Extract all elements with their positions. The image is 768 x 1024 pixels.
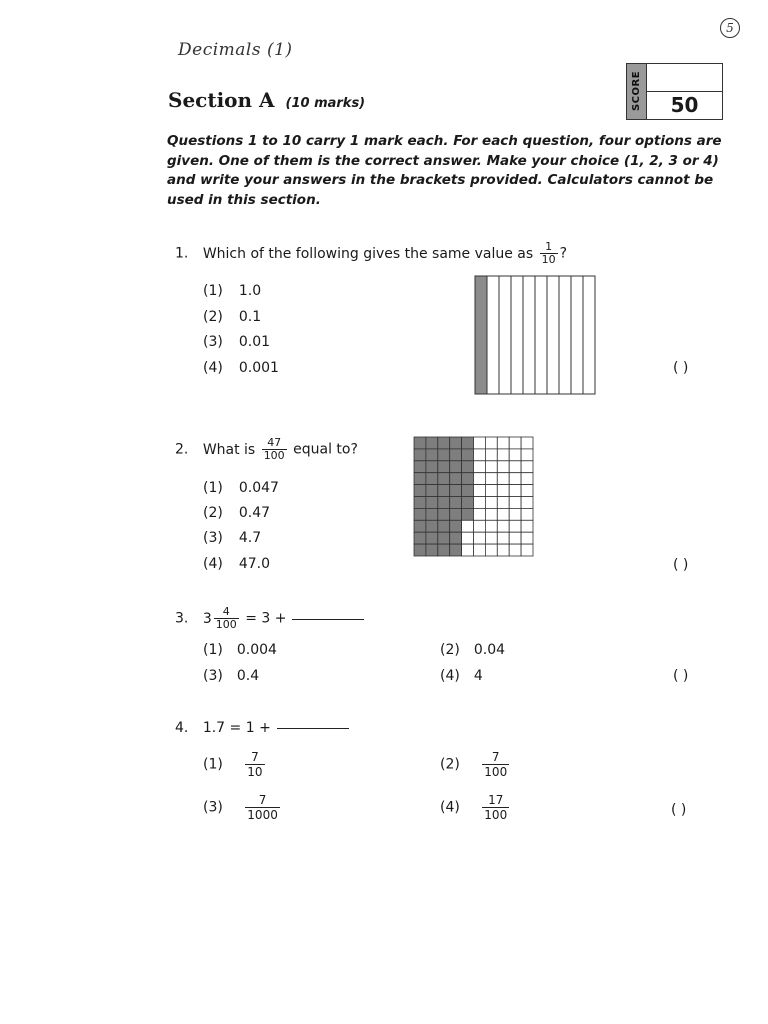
tenths-strip-figure [474,275,596,395]
shaded-cell [426,449,438,461]
question-number: 4. [175,720,189,736]
strip [535,276,547,394]
grid-cell [497,508,509,520]
grid-cell [485,497,497,509]
instructions: Questions 1 to 10 carry 1 mark each. For each question, four options are given. One of them is the correct answer. Make your choice (1, 2, 3 or 4) and write your answers in the brackets provided. Calculators cannot be used in this section. [167,133,722,208]
grid-cell [521,520,533,532]
grid-cell [474,449,486,461]
answer-blank [277,728,349,729]
option-value: 0.47 [238,505,271,521]
fraction-numerator: 1 [545,240,553,253]
shaded-cell [426,532,438,544]
question-text: Which of the following gives the same value as [202,245,534,262]
shaded-cell [450,485,462,497]
shaded-cell [414,485,426,497]
shaded-cell [426,544,438,556]
fraction-denominator: 100 [215,618,237,631]
option-label: (1) [203,283,223,299]
question-4 [175,720,349,736]
strip [523,276,535,394]
strip [499,276,511,394]
option-2 [440,642,505,658]
question-text: 1.7 = 1 + [202,720,271,736]
shaded-cell [450,497,462,509]
fraction-numerator: 4 [222,605,230,618]
fraction-denominator: 1000 [247,808,278,822]
question-2 [175,437,358,462]
fraction-numerator: 47 [267,436,282,449]
shaded-cell [438,508,450,520]
shaded-cell [426,473,438,485]
grid-cell [497,497,509,509]
option-label: (2) [440,642,460,658]
shaded-cell [462,473,474,485]
grid-cell [474,508,486,520]
answer-bracket-4[interactable]: ( ) [671,802,687,818]
option-value: 1.0 [238,283,262,299]
option-value: 0.01 [238,334,271,350]
shaded-cell [426,437,438,449]
shaded-cell [438,520,450,532]
option-4 [440,793,511,822]
question-fraction [214,606,239,631]
shaded-cell [462,508,474,520]
option-label: (1) [203,756,223,773]
grid-cell [462,520,474,532]
option-label: (1) [203,480,223,496]
shaded-cell [462,449,474,461]
shaded-cell [438,473,450,485]
grid-cell [485,461,497,473]
grid-cell [485,520,497,532]
shaded-cell [438,532,450,544]
grid-cell [509,532,521,544]
option-value: 0.1 [238,309,262,325]
fraction-denominator: 100 [263,449,285,462]
grid-cell [497,544,509,556]
grid-cell [474,532,486,544]
grid-cell [509,449,521,461]
option-2 [203,309,261,325]
option-fraction [245,750,264,779]
option-label: (2) [203,505,223,521]
score-value: 50 [670,93,699,117]
answer-blank [292,619,364,620]
option-label: (3) [203,668,223,684]
option-fraction [245,793,280,822]
grid-cell [509,520,521,532]
option-value: 47.0 [238,556,271,572]
section-title [168,88,365,112]
shaded-cell [414,473,426,485]
grid-cell [521,473,533,485]
fraction-numerator: 7 [491,750,500,764]
option-4 [203,556,270,572]
option-value: 0.4 [236,668,260,684]
topic-title: Decimals (1) [178,40,293,60]
shaded-cell [450,473,462,485]
grid-cell [497,449,509,461]
fraction-denominator: 100 [484,808,508,822]
shaded-cell [462,485,474,497]
grid-cell [521,544,533,556]
section-name: Section A [168,88,275,112]
shaded-cell [414,437,426,449]
question-3 [175,606,364,631]
shaded-strip [475,276,487,394]
grid-cell [485,473,497,485]
shaded-cell [438,485,450,497]
shaded-cell [450,532,462,544]
question-text-end: ? [559,245,568,262]
option-1 [203,642,277,658]
question-number: 3. [175,610,189,627]
option-label: (3) [203,530,223,546]
option-1 [203,750,267,779]
answer-bracket-2[interactable]: ( ) [673,557,689,573]
answer-bracket-3[interactable]: ( ) [673,668,689,684]
option-value: 0.04 [473,642,506,658]
question-number: 1. [175,245,189,262]
grid-cell [474,497,486,509]
shaded-cell [438,461,450,473]
grid-cell [497,437,509,449]
fraction-denominator: 100 [484,765,508,779]
option-3 [203,530,261,546]
grid-cell [509,437,521,449]
shaded-cell [450,437,462,449]
grid-cell [485,437,497,449]
option-label: (3) [203,799,223,816]
mixed-whole: 3 [202,610,212,627]
shaded-cell [462,497,474,509]
grid-cell [509,485,521,497]
strip [583,276,595,394]
answer-bracket-1[interactable]: ( ) [673,360,689,376]
fraction-numerator: 7 [251,750,259,764]
grid-cell [497,532,509,544]
shaded-cell [426,508,438,520]
shaded-cell [414,508,426,520]
shaded-cell [426,485,438,497]
shaded-cell [426,461,438,473]
strip [571,276,583,394]
option-value: 4.7 [238,530,262,546]
question-number: 2. [175,441,189,458]
grid-cell [521,532,533,544]
shaded-cell [438,544,450,556]
grid-cell [497,461,509,473]
option-fraction [482,750,509,779]
shaded-cell [414,461,426,473]
score-strip [627,64,647,119]
option-3 [203,793,282,822]
option-value: 0.047 [238,480,279,496]
grid-cell [497,473,509,485]
fraction-denominator: 10 [541,253,556,266]
grid-cell [497,485,509,497]
shaded-cell [450,508,462,520]
shaded-cell [414,544,426,556]
hundred-grid-figure [413,436,534,557]
question-fraction [540,241,558,266]
strip [559,276,571,394]
option-value: 0.004 [236,642,277,658]
option-label: (2) [440,756,460,773]
shaded-cell [426,497,438,509]
option-2 [440,750,511,779]
option-label: (4) [440,668,460,684]
grid-cell [485,485,497,497]
grid-cell [497,520,509,532]
grid-cell [462,532,474,544]
question-1 [175,241,567,266]
shaded-cell [438,437,450,449]
score-box [626,63,723,120]
option-3 [203,668,259,684]
grid-cell [509,473,521,485]
option-label: (3) [203,334,223,350]
option-label: (4) [203,556,223,572]
question-text-end: equal to? [293,441,358,458]
shaded-cell [414,449,426,461]
grid-cell [474,520,486,532]
option-fraction [482,793,509,822]
strip [487,276,499,394]
shaded-cell [462,437,474,449]
option-3 [203,334,270,350]
score-label: SCORE [631,70,642,112]
page-number: 5 [720,18,740,38]
grid-cell [521,449,533,461]
shaded-cell [414,520,426,532]
fraction-numerator: 17 [488,793,504,807]
fraction-denominator: 10 [247,765,263,779]
grid-cell [509,497,521,509]
section-marks: (10 marks) [285,96,366,111]
grid-cell [485,532,497,544]
grid-cell [474,473,486,485]
option-4 [203,360,279,376]
option-value: 0.001 [238,360,279,376]
question-fraction [262,437,287,462]
option-2 [203,505,270,521]
question-text-end: = 3 + [245,610,287,627]
grid-cell [474,544,486,556]
option-1 [203,480,279,496]
question-text: What is [202,441,256,458]
fraction-numerator: 7 [258,793,267,807]
grid-cell [521,508,533,520]
grid-cell [474,461,486,473]
strip [547,276,559,394]
shaded-cell [426,520,438,532]
option-4 [440,668,483,684]
grid-cell [509,508,521,520]
option-value: 4 [473,668,483,684]
shaded-cell [450,544,462,556]
shaded-cell [438,497,450,509]
grid-cell [462,544,474,556]
grid-cell [521,497,533,509]
grid-cell [474,485,486,497]
grid-cell [521,461,533,473]
grid-cell [509,544,521,556]
strip [511,276,523,394]
shaded-cell [450,461,462,473]
shaded-cell [414,532,426,544]
option-1 [203,283,261,299]
grid-cell [521,485,533,497]
option-label: (2) [203,309,223,325]
shaded-cell [414,497,426,509]
grid-cell [485,449,497,461]
grid-cell [521,437,533,449]
grid-cell [485,544,497,556]
shaded-cell [450,520,462,532]
option-label: (1) [203,642,223,658]
grid-cell [509,461,521,473]
grid-cell [485,508,497,520]
grid-cell [474,437,486,449]
option-label: (4) [440,799,460,816]
shaded-cell [450,449,462,461]
option-label: (4) [203,360,223,376]
shaded-cell [438,449,450,461]
shaded-cell [462,461,474,473]
